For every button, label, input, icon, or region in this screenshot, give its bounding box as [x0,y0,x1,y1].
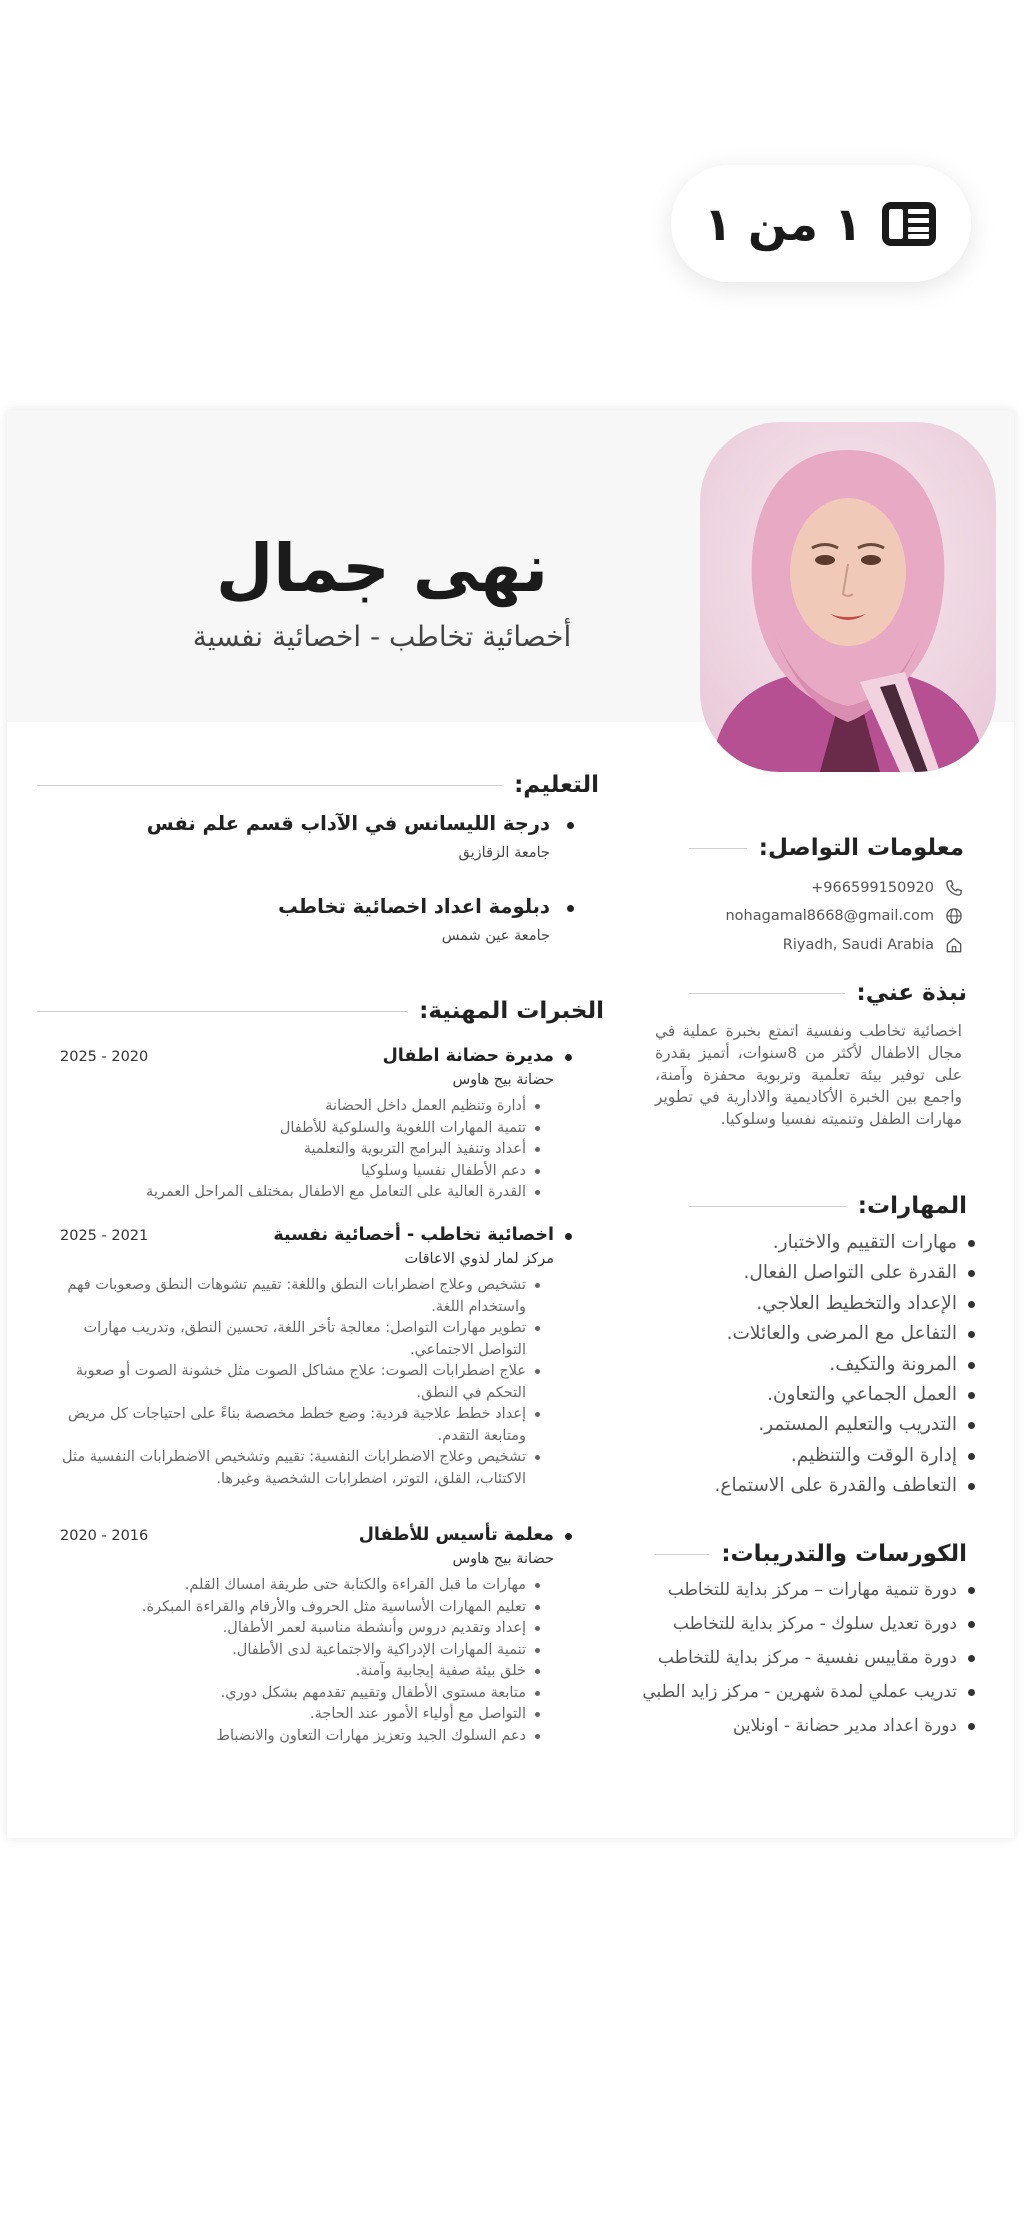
skill-item: الإعداد والتخطيط العلاجي. [649,1289,979,1319]
duty-item: دعم الأطفال نفسيا وسلوكيا [60,1161,574,1183]
duty-item: تطوير مهارات التواصل: معالجة تأخر اللغة، تحسين النطق، وتدريب مهارات التواصل الاجتماعي. [60,1318,574,1361]
resume-job-title: أخصائية تخاطب - اخصائية نفسية [192,620,572,653]
education-degree: دبلومة اعداد اخصائية تخاطب [278,895,578,918]
contact-email-text[interactable]: nohagamal8668@gmail.com [725,908,934,924]
contact-location-text: Riyadh, Saudi Arabia [782,937,934,953]
education-item [147,812,578,861]
skill-item: المرونة والتكيف. [649,1350,979,1380]
duty-item: دعم السلوك الجيد وتعزيز مهارات التعاون والانضباط [60,1726,574,1748]
duty-item: تنمية المهارات الإدراكية والاجتماعية لدى الأطفال. [60,1640,574,1662]
experience-duties [60,1275,574,1490]
experience-period: 2025 - 2020 [60,1049,149,1065]
duty-item: إعداد وتقديم دروس وأنشطة مناسبة لعمر الأطفال. [60,1618,574,1640]
section-divider [689,848,747,849]
duty-item: أدارة وتنظيم العمل داخل الحضانة [60,1096,574,1118]
section-divider [689,993,845,994]
experience-title: معلمة تأسيس للأطفال [359,1525,574,1545]
experience-period: 2025 - 2021 [60,1228,149,1244]
profile-photo [700,422,996,772]
section-education-title: التعليم: [514,772,599,798]
section-divider [37,785,502,786]
duty-item: القدرة العالية على التعامل مع الاطفال بمختلف المراحل العمرية [60,1182,574,1204]
contact-phone-text: +966599150920 [811,880,934,896]
experience-duties [60,1096,574,1204]
experience-title: اخصائية تخاطب - أخصائية نفسية [273,1225,574,1245]
duty-item: متابعة مستوى الأطفال وتقييم تقدمهم بشكل دوري. [60,1683,574,1705]
experience-org: حضانة بيج هاوس [452,1551,554,1567]
resume-name: نهى جمال [216,530,548,607]
education-university: جامعة عين شمس [441,928,550,944]
skill-item: القدرة على التواصل الفعال. [649,1258,979,1288]
experience-org: مركز لمار لذوي الاعاقات [404,1251,554,1267]
contact-location [783,935,964,955]
section-skills [689,1193,967,1219]
duty-item: تعليم المهارات الأساسية مثل الحروف والأرقام والقراءة المبكرة. [60,1597,574,1619]
duty-item: خلق بيئة صفية إيجابية وآمنة. [60,1661,574,1683]
experience-item [60,1225,574,1490]
home-icon [944,935,964,955]
skill-item: العمل الجماعي والتعاون. [649,1380,979,1410]
skill-item: التفاعل مع المرضى والعائلات. [649,1319,979,1349]
book-open-icon [880,200,938,248]
duty-item: تنمية المهارات اللغوية والسلوكية للأطفال [60,1118,574,1140]
section-experience-title: الخبرات المهنية: [419,998,604,1024]
skill-item: مهارات التقييم والاختبار. [649,1228,979,1258]
resume-page [7,410,1014,1838]
duty-item: تشخيص وعلاج اضطرابات النطق واللغة: تقييم تشوهات النطق وصعوبات فهم واستخدام اللغة. [60,1275,574,1318]
page-indicator[interactable] [671,165,971,282]
education-university: جامعة الزقازيق [458,845,550,861]
contact-phone [811,878,964,898]
section-education [37,772,599,798]
course-item: دورة مقاييس نفسية - مركز بداية للتخاطب [579,1643,979,1677]
section-contact [689,835,964,861]
skill-item: التعاطف والقدرة على الاستماع. [649,1471,979,1501]
phone-icon [944,878,964,898]
experience-item [60,1525,574,1747]
experience-org: حضانة بيج هاوس [452,1072,554,1088]
about-text: اخصائية تخاطب ونفسية اتمتع بخبرة عملية في مجال الاطفال لأكثر من 8سنوات، أتميز بقدرة على توفير بيئة تعلمية وتربوية محفزة وآمنة، واجمع بين الخبرة الأكاديمية والادارية في تطوير مهارات الطفل وتنميته نفسيا وسلوكيا. [655,1022,963,1128]
skills-list [649,1228,979,1502]
experience-item [60,1046,574,1204]
experience-title: مديرة حضانة اطفال [383,1046,574,1066]
course-item: دورة تنمية مهارات – مركز بداية للتخاطب [579,1575,979,1609]
skill-item: التدريب والتعليم المستمر. [649,1410,979,1440]
experience-period: 2020 - 2016 [60,1528,149,1544]
globe-icon [944,906,964,926]
section-about-title: نبذة عني: [856,980,967,1006]
section-experience [37,998,604,1024]
section-skills-title: المهارات: [857,1193,967,1219]
section-divider [37,1011,407,1012]
skill-item: إدارة الوقت والتنظيم. [649,1441,979,1471]
section-divider [655,1554,709,1555]
duty-item: التواصل مع أولياء الأمور عند الحاجة. [60,1704,574,1726]
duty-item: إعداد خطط علاجية فردية: وضع خطط مخصصة بناءً على احتياجات كل مريض ومتابعة التقدم. [60,1404,574,1447]
course-item: دورة تعديل سلوك - مركز بداية للتخاطب [579,1609,979,1643]
duty-item: تشخيص وعلاج الاضطرابات النفسية: تقييم وتشخيص الاضطرابات النفسية مثل الاكتئاب، القلق، التوتر، اضطرابات الشخصية وغيرها. [60,1447,574,1490]
page-indicator-text: ١ من ١ [703,196,863,251]
duty-item: مهارات ما قبل القراءة والكتابة حتى طريقة امساك القلم. [60,1575,574,1597]
duty-item: أعداد وتنفيذ البرامج التربوية والتعلمية [60,1139,574,1161]
duty-item: علاج اضطرابات الصوت: علاج مشاكل الصوت مثل خشونة الصوت أو صعوبة التحكم في النطق. [60,1361,574,1404]
contact-email[interactable] [725,906,964,926]
education-degree: درجة الليسانس في الآداب قسم علم نفس [147,812,578,835]
section-courses-title: الكورسات والتدريبات: [721,1541,967,1567]
course-item: تدريب عملي لمدة شهرين - مركز زايد الطبي [579,1677,979,1711]
experience-duties [60,1575,574,1747]
section-divider [689,1206,846,1207]
section-contact-title: معلومات التواصل: [758,835,964,861]
education-item [278,895,578,944]
courses-list [579,1575,979,1745]
section-courses [655,1541,967,1567]
section-about [689,980,967,1006]
course-item: دورة اعداد مدير حضانة - اونلاين [579,1711,979,1745]
